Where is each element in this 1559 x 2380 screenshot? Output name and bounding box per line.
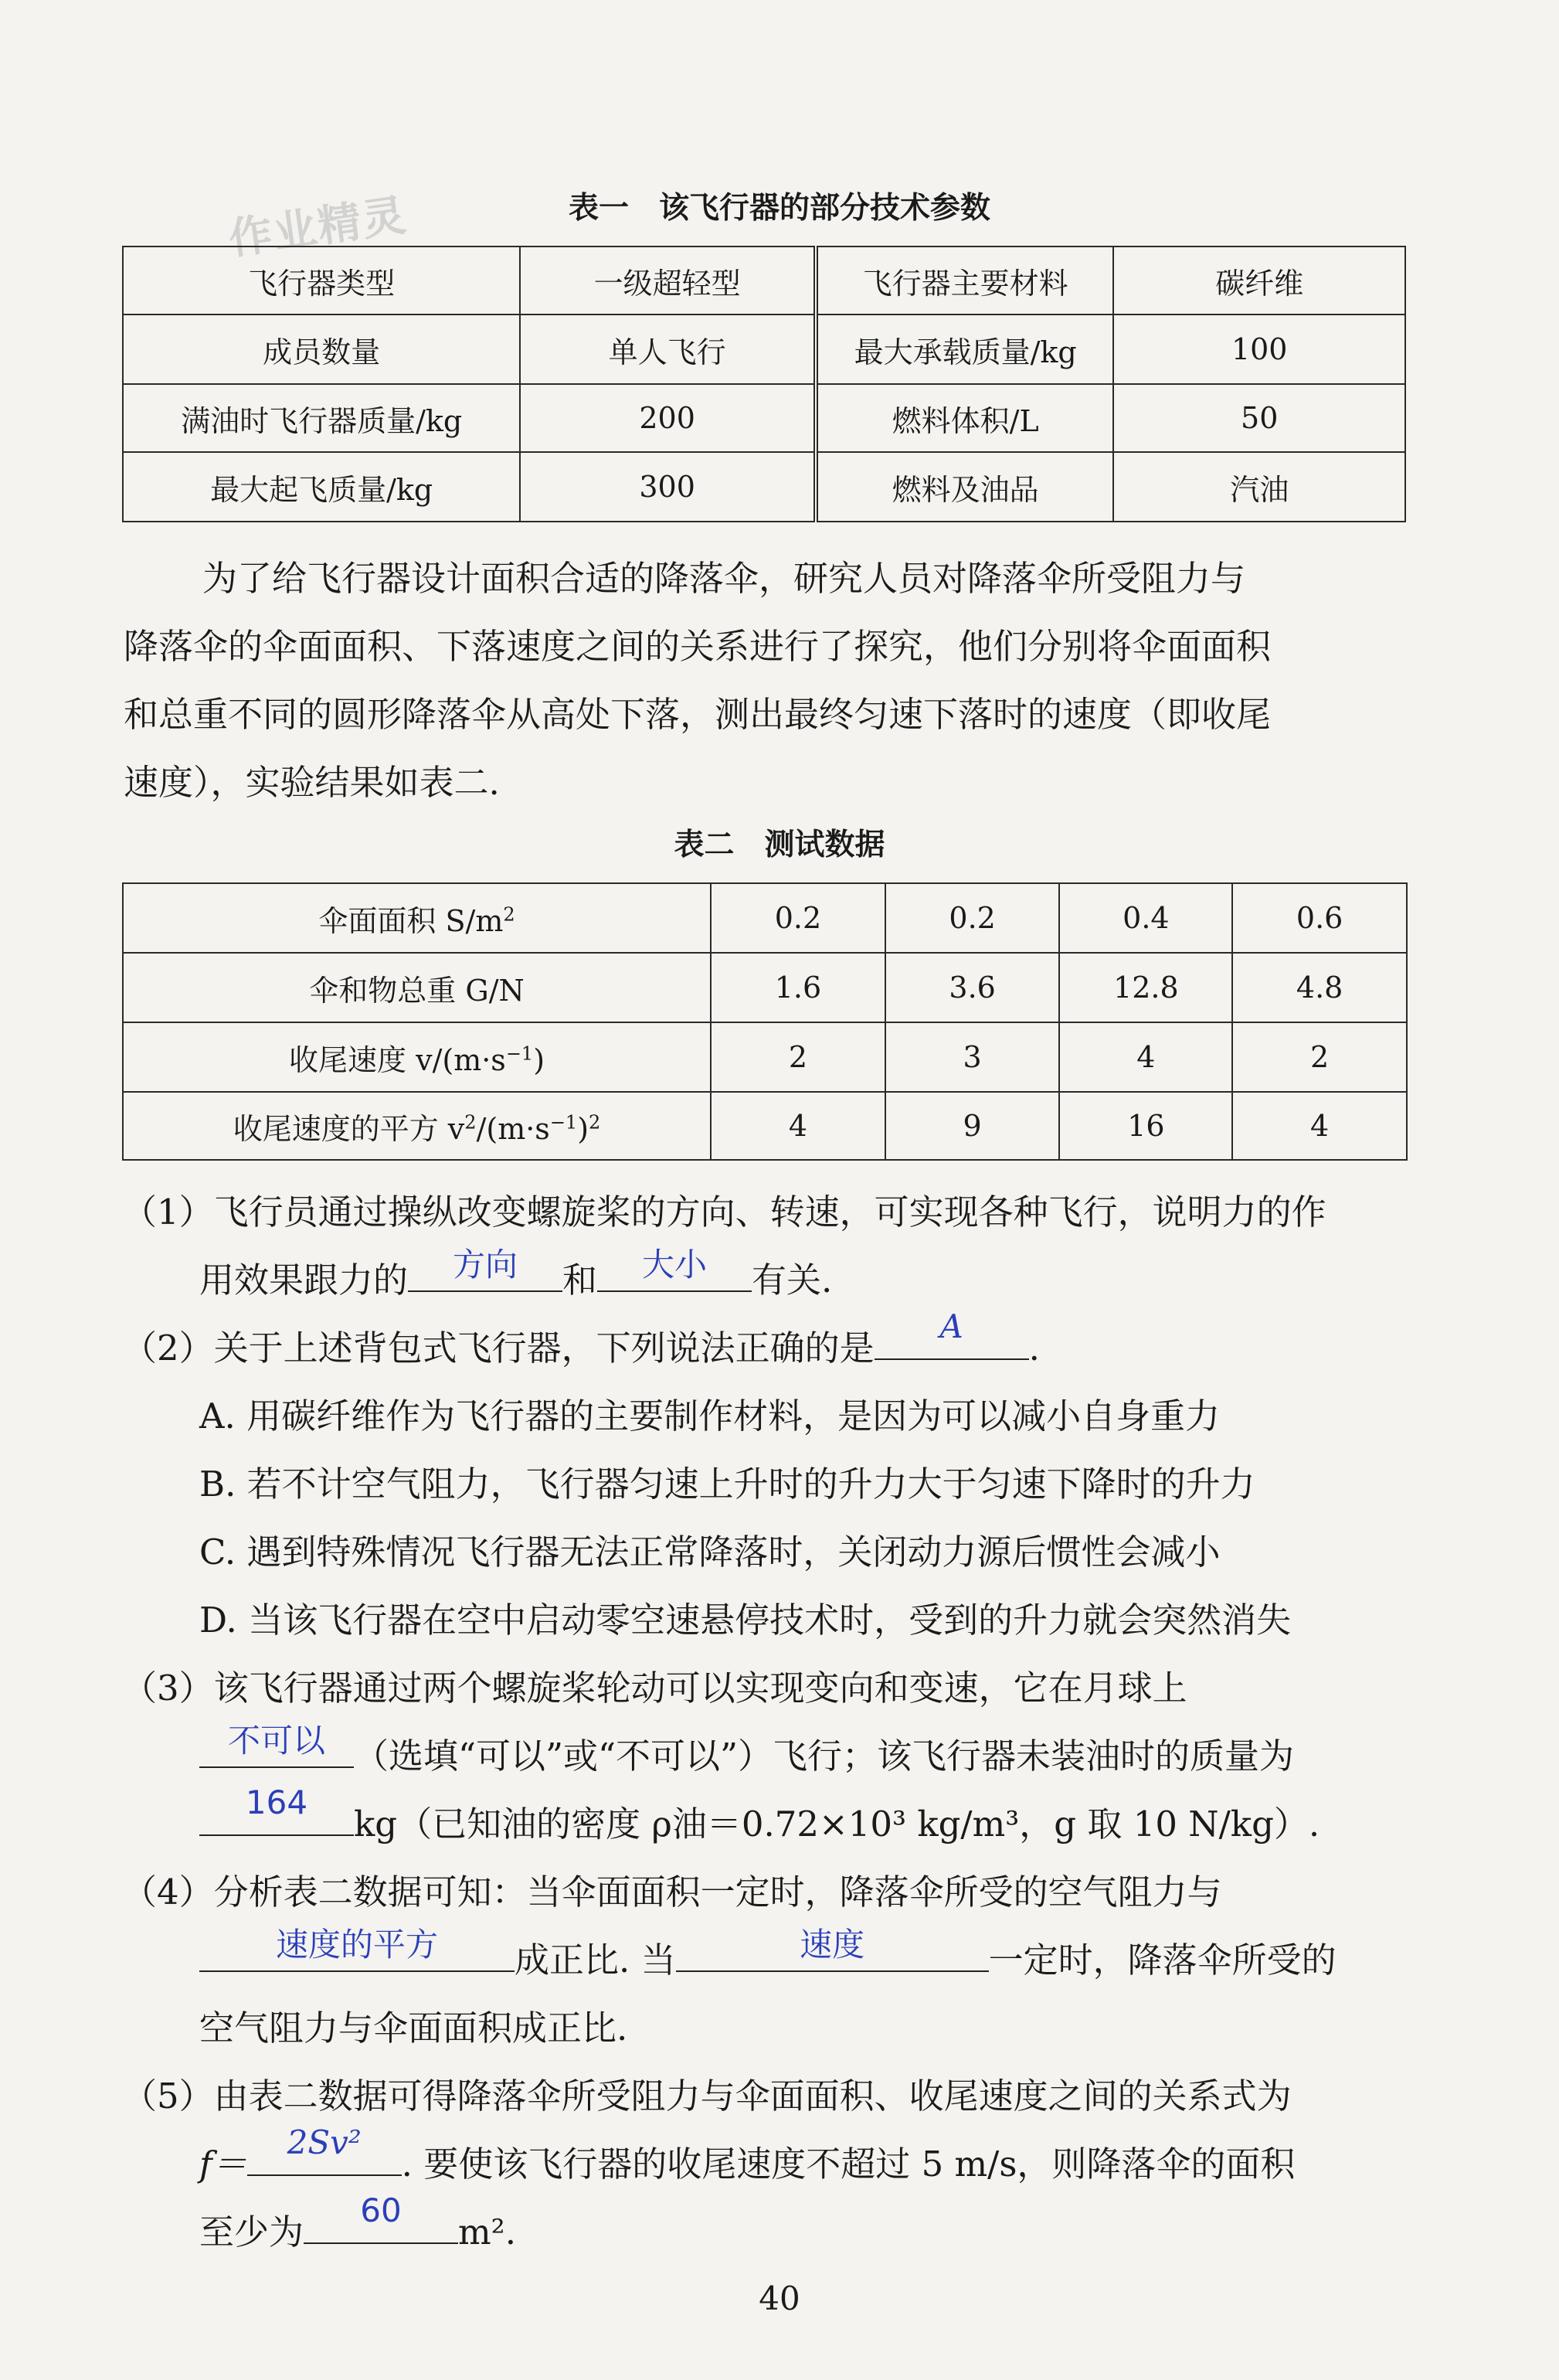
q3-line2: 不可以 （选填“可以”或“不可以”）飞行；该飞行器未装油时的质量为: [199, 1728, 1294, 1778]
q3-line1: （3）该飞行器通过两个螺旋桨轮动可以实现变向和变速，它在月球上: [122, 1668, 1187, 1708]
table-cell: 最大起飞质量/kg: [123, 452, 520, 522]
table-cell: 4: [711, 1092, 885, 1160]
row-label: 伞和物总重 G/N: [123, 953, 711, 1022]
table-cell: 3.6: [885, 953, 1060, 1022]
answer-blank: [199, 1926, 515, 1972]
page-number: 40: [759, 2280, 800, 2317]
handwritten-answer: 方向: [453, 1246, 518, 1284]
table-cell: 50: [1113, 384, 1405, 452]
intro-line: 降落伞的伞面面积、下落速度之间的关系进行了探究，他们分别将伞面面积: [124, 626, 1272, 667]
table-cell: 0.6: [1232, 883, 1407, 953]
table-cell: 2: [711, 1022, 885, 1092]
q3-line3: 164 kg（已知油的密度 ρ油＝0.72×10³ kg/m³，g 取 10 N/kg）.: [199, 1796, 1320, 1846]
table-cell: 一级超轻型: [520, 246, 816, 314]
table-cell: 碳纤维: [1113, 246, 1405, 314]
handwritten-answer: A: [939, 1307, 963, 1345]
row-label: 伞面面积 $S/m^2$: [123, 883, 711, 953]
handwritten-answer: 不可以: [227, 1722, 325, 1760]
answer-blank: [408, 1246, 562, 1292]
table1-caption: 表一 该飞行器的部分技术参数: [568, 191, 990, 226]
table-row: [123, 953, 1407, 1022]
table-cell: 4: [1232, 1092, 1407, 1160]
handwritten-answer: 速度: [800, 1926, 865, 1964]
q1-line2: 用效果跟力的 方向 和 大小 有关.: [199, 1252, 832, 1302]
table-row: [123, 883, 1407, 953]
q5-line3: 至少为 60 m².: [199, 2191, 517, 2252]
table2-caption: 表二 测试数据: [674, 828, 885, 862]
answer-blank: [676, 1926, 989, 1972]
table-cell: 100: [1113, 314, 1405, 384]
answer-blank: [199, 1783, 354, 1836]
answer-blank: [247, 2123, 402, 2176]
answer-blank: [597, 1246, 752, 1292]
table-row: [123, 1092, 1407, 1160]
table-cell: 单人飞行: [520, 314, 816, 384]
table-cell: 200: [520, 384, 816, 452]
handwritten-answer: 60: [360, 2191, 402, 2229]
answer-blank: [199, 1722, 354, 1768]
option-a: A. 用碳纤维作为飞行器的主要制作材料，是因为可以减小自身重力: [199, 1396, 1221, 1436]
intro-line: 为了给飞行器设计面积合适的降落伞，研究人员对降落伞所受阻力与: [202, 558, 1246, 599]
option-d: D. 当该飞行器在空中启动零空速悬停技术时，受到的升力就会突然消失: [199, 1600, 1292, 1640]
option-c: C. 遇到特殊情况飞行器无法正常降落时，关闭动力源后惯性会减小: [199, 1532, 1221, 1572]
table-row: [123, 314, 1405, 384]
table-row: [123, 452, 1405, 522]
table-row: [123, 246, 1405, 314]
table-cell: 满油时飞行器质量/kg: [123, 384, 520, 452]
table-cell: 飞行器主要材料: [816, 246, 1114, 314]
table-row: [123, 384, 1405, 452]
handwritten-answer: 大小: [642, 1246, 708, 1284]
table-cell: 飞行器类型: [123, 246, 520, 314]
q5-line2: f＝ 2Sv² . 要使该飞行器的收尾速度不超过 5 m/s，则降落伞的面积: [199, 2123, 1296, 2184]
table-cell: 1.6: [711, 953, 885, 1022]
handwritten-answer: 2Sv²: [287, 2123, 362, 2161]
table-cell: 汽油: [1113, 452, 1405, 522]
table-cell: 0.2: [711, 883, 885, 953]
q4-line2: 速度的平方 成正比. 当 速度 一定时，降落伞所受的: [199, 1932, 1337, 1982]
q2-stem: （2）关于上述背包式飞行器，下列说法正确的是 A .: [122, 1307, 1040, 1368]
table-cell: 3: [885, 1022, 1060, 1092]
table-cell: 9: [885, 1092, 1060, 1160]
table-cell: 12.8: [1059, 953, 1232, 1022]
q4-line1: （4）分析表二数据可知：当伞面面积一定时，降落伞所受的空气阻力与: [122, 1872, 1222, 1912]
option-b: B. 若不计空气阻力，飞行器匀速上升时的升力大于匀速下降时的升力: [199, 1464, 1255, 1504]
intro-line: 速度），实验结果如表二.: [124, 762, 500, 803]
table-cell: 成员数量: [123, 314, 520, 384]
q4-line3: 空气阻力与伞面面积成正比.: [199, 2008, 628, 2048]
table-cell: 燃料体积/L: [816, 384, 1114, 452]
watermark-logo: 作业精灵: [226, 190, 411, 265]
table-cell: 0.2: [885, 883, 1060, 953]
handwritten-answer: 164: [245, 1783, 308, 1821]
table-cell: 300: [520, 452, 816, 522]
answer-blank: [875, 1307, 1029, 1360]
table-cell: 2: [1232, 1022, 1407, 1092]
table-cell: 4: [1059, 1022, 1232, 1092]
answer-blank: [304, 2191, 458, 2244]
row-label: 收尾速度的平方 $v^2/(m\cdot s^{-1})^2$: [123, 1092, 711, 1160]
table-cell: 4.8: [1232, 953, 1407, 1022]
intro-line: 和总重不同的圆形降落伞从高处下落，测出最终匀速下落时的速度（即收尾: [124, 694, 1272, 735]
q5-line1: （5）由表二数据可得降落伞所受阻力与伞面面积、收尾速度之间的关系式为: [122, 2076, 1292, 2116]
table1: [122, 246, 1406, 522]
table-cell: 最大承载质量/kg: [816, 314, 1114, 384]
table2: [122, 882, 1408, 1161]
q1-line1: （1）飞行员通过操纵改变螺旋桨的方向、转速，可实现各种飞行，说明力的作: [122, 1192, 1326, 1232]
handwritten-answer: 速度的平方: [275, 1926, 438, 1964]
table-row: [123, 1022, 1407, 1092]
table-cell: 燃料及油品: [816, 452, 1114, 522]
table-cell: 0.4: [1059, 883, 1232, 953]
table-cell: 16: [1059, 1092, 1232, 1160]
row-label: 收尾速度 $v/(m\cdot s^{-1})$: [123, 1022, 711, 1092]
